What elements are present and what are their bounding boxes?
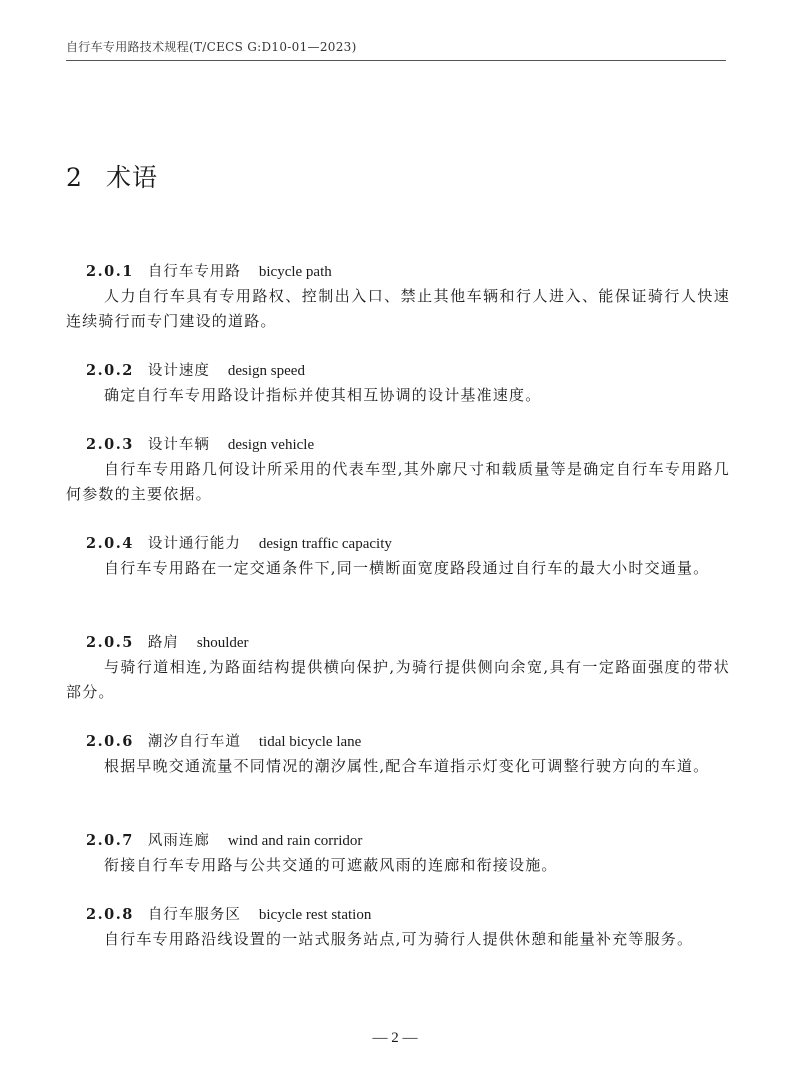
term-heading	[66, 359, 730, 383]
term-english: design vehicle	[227, 437, 315, 453]
term-chinese: 设计速度	[147, 363, 210, 379]
term-definition: 自行车专用路几何设计所采用的代表车型,其外廓尺寸和载质量等是确定自行车专用路几何参数的主要依据。	[66, 460, 730, 503]
term-definition: 确定自行车专用路设计指标并使其相互协调的设计基准速度。	[104, 386, 542, 404]
term-entry	[66, 260, 730, 334]
term-chinese: 路肩	[147, 635, 179, 651]
term-english: design traffic capacity	[258, 536, 392, 552]
term-chinese: 自行车专用路	[147, 264, 241, 280]
term-heading	[66, 829, 730, 853]
term-chinese: 潮汐自行车道	[147, 734, 241, 750]
term-heading	[66, 903, 730, 927]
term-definition: 自行车专用路在一定交通条件下,同一横断面宽度路段通过自行车的最大小时交通量。	[104, 559, 710, 577]
term-english: bicycle path	[258, 264, 332, 280]
term-definition: 人力自行车具有专用路权、控制出入口、禁止其他车辆和行人进入、能保证骑行人快速连续骑行而专门建设的道路。	[66, 287, 730, 330]
term-english: shoulder	[196, 635, 249, 651]
term-entry	[66, 631, 730, 705]
term-entry	[66, 903, 730, 952]
term-definition: 衔接自行车专用路与公共交通的可遮蔽风雨的连廊和衔接设施。	[104, 856, 558, 874]
term-heading	[66, 260, 730, 284]
clause-number: 2.0.3	[86, 436, 134, 453]
term-heading	[66, 631, 730, 655]
term-entry	[66, 359, 730, 408]
clause-number: 2.0.4	[86, 535, 134, 552]
term-heading	[66, 730, 730, 754]
term-definition: 自行车专用路沿线设置的一站式服务站点,可为骑行人提供休憩和能量补充等服务。	[104, 930, 694, 948]
term-definition: 根据早晚交通流量不同情况的潮汐属性,配合车道指示灯变化可调整行驶方向的车道。	[104, 757, 710, 775]
term-entry	[66, 433, 730, 507]
term-definition: 与骑行道相连,为路面结构提供横向保护,为骑行提供侧向余宽,具有一定路面强度的带状部分。	[66, 658, 730, 701]
term-chinese: 设计通行能力	[147, 536, 241, 552]
running-header: 自行车专用路技术规程(T/CECS G:D10-01—2023)	[66, 40, 357, 54]
clause-number: 2.0.2	[86, 362, 134, 379]
term-entry	[66, 829, 730, 878]
term-english: design speed	[227, 363, 305, 379]
page-number: — 2 —	[372, 1030, 418, 1046]
clause-number: 2.0.6	[86, 733, 134, 750]
clause-number: 2.0.8	[86, 906, 134, 923]
header-rule	[66, 60, 726, 61]
clause-number: 2.0.5	[86, 634, 134, 651]
chapter-title-text: 术语	[106, 163, 159, 192]
clause-number: 2.0.1	[86, 263, 134, 280]
term-entry	[66, 532, 730, 581]
term-english: tidal bicycle lane	[258, 734, 362, 750]
term-chinese: 自行车服务区	[147, 907, 241, 923]
term-english: bicycle rest station	[258, 907, 372, 923]
clause-number: 2.0.7	[86, 832, 134, 849]
chapter-title	[66, 158, 158, 194]
term-heading	[66, 433, 730, 457]
term-heading	[66, 532, 730, 556]
term-chinese: 设计车辆	[147, 437, 210, 453]
term-entry	[66, 730, 730, 779]
term-english: wind and rain corridor	[227, 833, 363, 849]
chapter-number: 2	[66, 163, 83, 192]
term-chinese: 风雨连廊	[147, 833, 210, 849]
